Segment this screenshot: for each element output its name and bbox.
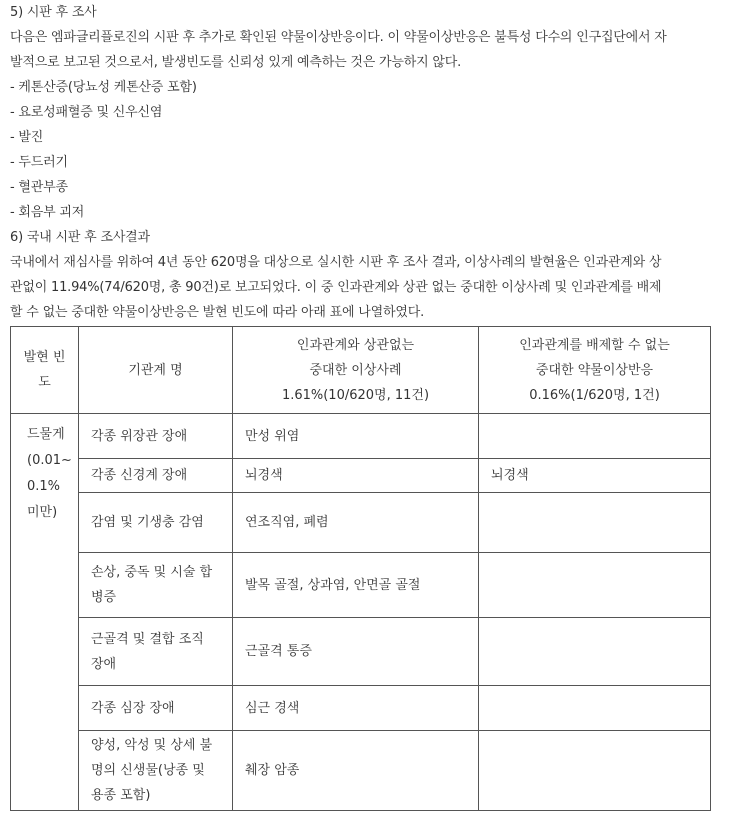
intro-text-line-2: 발적으로 보고된 것으로서, 발생빈도를 신뢰성 있게 예측하는 것은 가능하지 않다. [10,55,462,70]
bullet-item: - 케톤산증(당뇨성 케톤산증 포함) [10,80,197,95]
adverse-event-cell: 연조직염, 폐렴 [233,493,479,553]
organ-class-cell: 각종 심장 장애 [79,686,233,731]
organ-class-cell: 각종 신경계 장애 [79,459,233,493]
organ-class-line: 양성, 악성 및 상세 불 [91,738,213,753]
adr-cell [479,414,711,459]
frequency-line: 드물게 [27,427,65,442]
header-frequency-line: 발현 빈 [23,350,66,365]
table-header-row [11,327,711,414]
body-text-line-1: 국내에서 재심사를 위하여 4년 동안 620명을 대상으로 실시한 시판 후 조사 결과, 이상사례의 발현율은 인과관계와 상 [10,255,662,270]
organ-class-cell [79,618,233,686]
bullet-item: - 요로성패혈증 및 신우신염 [10,105,163,120]
organ-class-cell [79,731,233,811]
table-row [11,459,711,493]
bullet-item: - 회음부 괴저 [10,205,85,220]
frequency-cell [11,414,79,811]
adverse-event-cell: 췌장 암종 [233,731,479,811]
adverse-event-cell: 발목 골절, 상과염, 안면골 골절 [233,553,479,618]
table-row [11,493,711,553]
header-frequency [11,327,79,414]
adverse-event-cell: 심근 경색 [233,686,479,731]
adverse-reaction-table [10,326,711,811]
adr-cell: 뇌경색 [479,459,711,493]
organ-class-line: 근골격 및 결합 조직 [91,631,204,647]
frequency-line: 미만) [27,505,58,520]
table-row [11,414,711,459]
body-text-line-2: 관없이 11.94%(74/620명, 총 90건)로 보고되었다. 이 중 인과관계와 상관 없는 중대한 이상사례 및 인과관계를 배제 [10,280,662,295]
header-serious-adr [479,327,711,414]
organ-class-line: 명의 신생물(낭종 및 [91,763,205,778]
bullet-item: - 두드러기 [10,155,68,170]
header-line: 1.61%(10/620명, 11건) [281,387,430,403]
adr-cell [479,686,711,731]
section-5-heading: 5) 시판 후 조사 [10,5,97,20]
frequency-line: (0.01~ [27,453,72,468]
table-row [11,686,711,731]
frequency-line: 0.1% [27,479,61,494]
adr-cell [479,493,711,553]
header-line: 인과관계와 상관없는 [296,337,415,353]
organ-class-cell: 감염 및 기생충 감염 [79,493,233,553]
adverse-event-cell: 뇌경색 [233,459,479,493]
adverse-event-cell: 만성 위염 [233,414,479,459]
header-line: 인과관계를 배제할 수 없는 [519,337,670,353]
organ-class-cell: 각종 위장관 장애 [79,414,233,459]
table-row [11,731,711,811]
adverse-event-cell: 근골격 통증 [233,618,479,686]
table-row [11,618,711,686]
header-line: 중대한 이상사례 [309,362,402,378]
section-6-heading: 6) 국내 시판 후 조사결과 [10,230,150,245]
header-line: 0.16%(1/620명, 1건) [529,387,660,403]
organ-class-line: 손상, 중독 및 시술 합 [91,565,213,580]
intro-text-line-1: 다음은 엠파글리플로진의 시판 후 추가로 확인된 약물이상반응이다. 이 약물이상반응은 불특성 다수의 인구집단에서 자 [10,30,667,45]
bullet-item: - 혈관부종 [10,180,68,195]
header-frequency-line: 도 [38,375,51,390]
header-organ-class: 기관계 명 [79,327,233,414]
adr-cell [479,618,711,686]
organ-class-line: 병증 [91,590,117,605]
organ-class-line: 장애 [91,656,117,672]
body-text-line-3: 할 수 없는 중대한 약물이상반응은 발현 빈도에 따라 아래 표에 나열하였다. [10,305,424,320]
adr-cell [479,731,711,811]
header-serious-adverse-events [233,327,479,414]
header-line: 중대한 약물이상반응 [535,362,654,378]
table-row [11,553,711,618]
adr-cell [479,553,711,618]
organ-class-line: 용종 포함) [91,788,151,803]
bullet-item: - 발진 [10,130,44,145]
organ-class-cell [79,553,233,618]
